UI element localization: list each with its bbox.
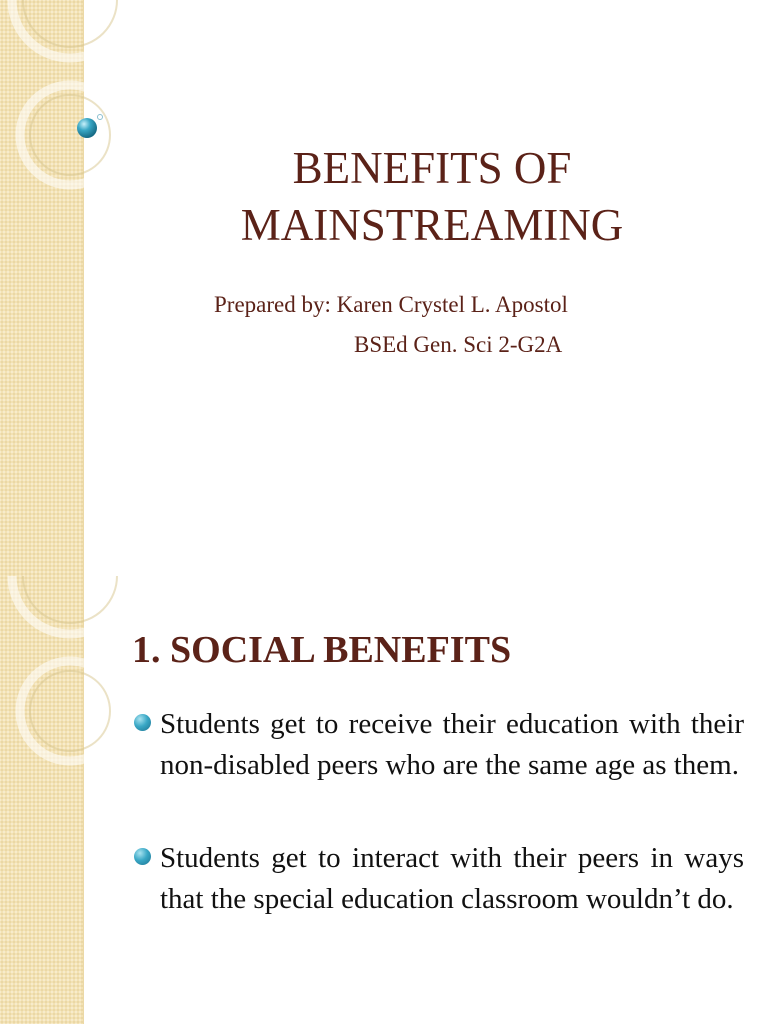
bullet-text: Students get to receive their education with their non-disabled peers who are the same age as them.: [160, 708, 744, 781]
bullet-icon: [134, 714, 151, 731]
slide-subtitle: [214, 288, 568, 362]
bullet-icon: [134, 848, 151, 865]
slide-title: BENEFITS OF MAINSTREAMING: [240, 143, 624, 250]
bullet-text: Students get to interact with their peers in ways that the special education classroom wouldn’t do.: [160, 842, 744, 915]
course-text: BSEd Gen. Sci 2-G2A: [354, 332, 563, 357]
list-item: [134, 704, 744, 786]
decorative-side-band: [0, 576, 84, 1024]
decorative-rings-icon: [0, 576, 120, 776]
prepared-by-text: Prepared by: Karen Crystel L. Apostol: [214, 292, 568, 317]
section-heading: 1. SOCIAL BENEFITS: [132, 629, 512, 671]
bullet-list: [134, 704, 744, 972]
decorative-side-band: [0, 0, 84, 576]
list-item: [134, 838, 744, 920]
